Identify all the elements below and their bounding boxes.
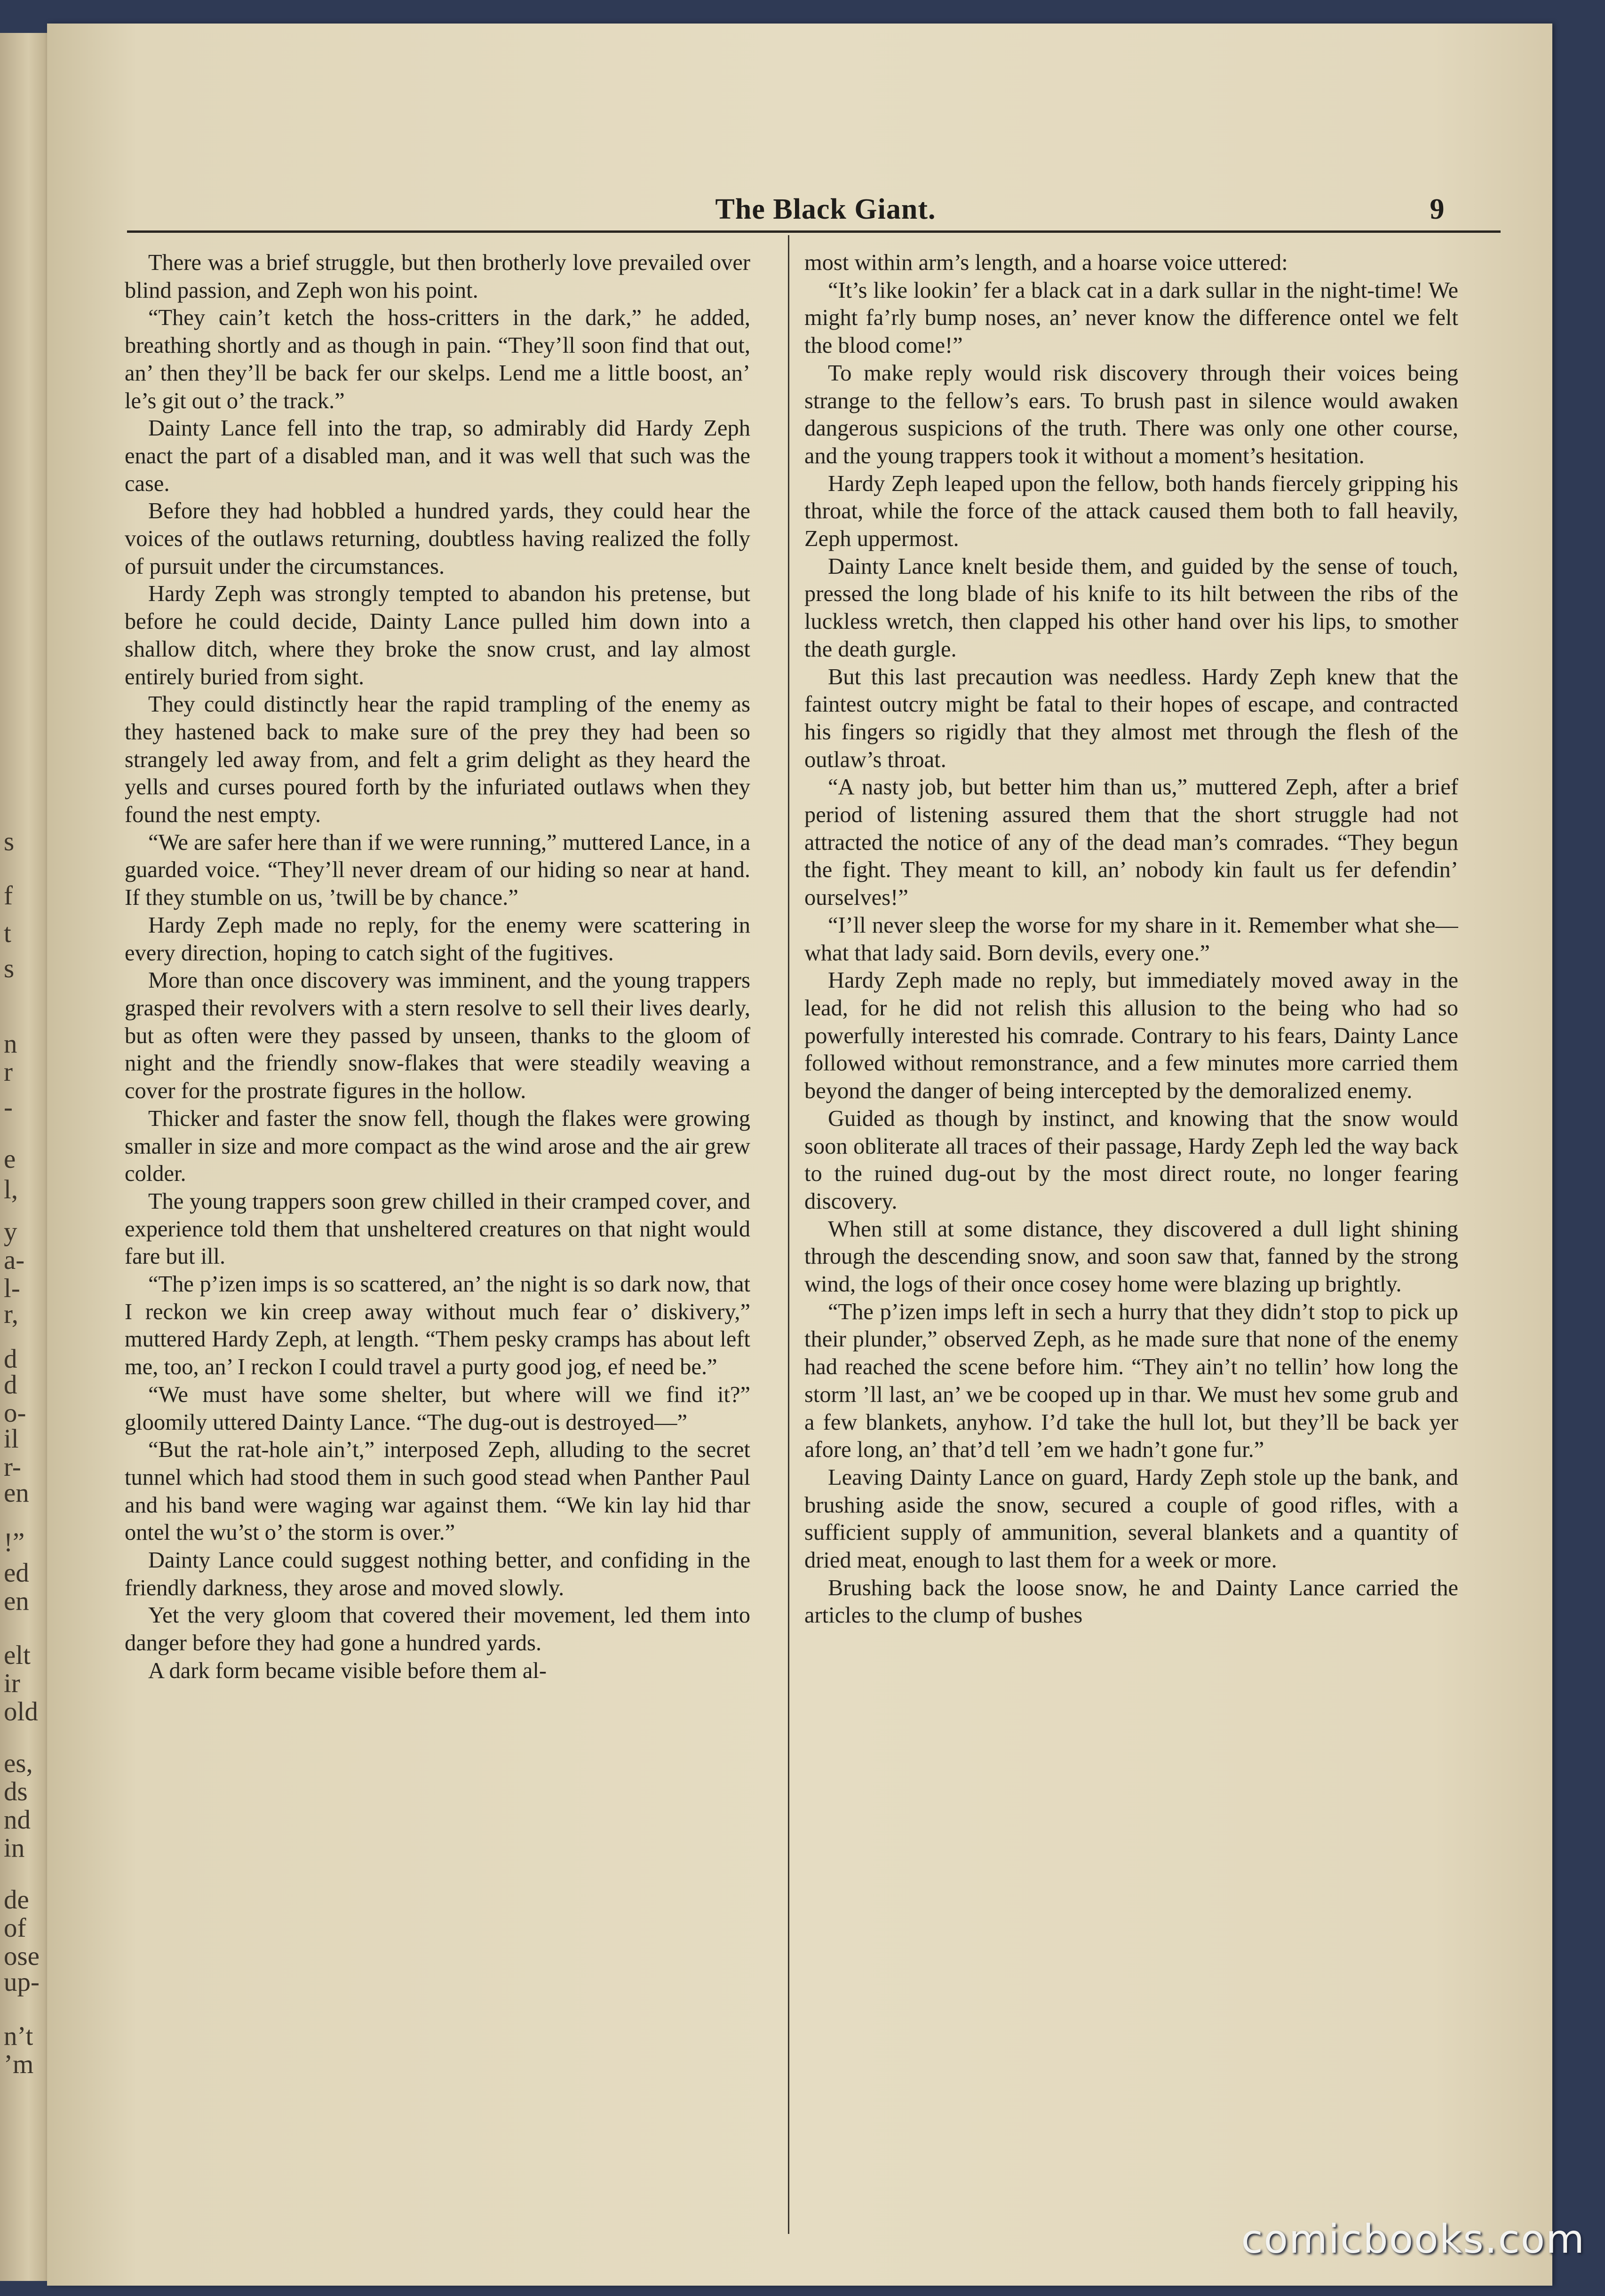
margin-text-fragment: e	[4, 1144, 16, 1174]
watermark: comicbooks.com	[1241, 2216, 1585, 2262]
margin-text-fragment: n	[4, 1029, 17, 1059]
margin-text-fragment: s	[4, 827, 15, 856]
paragraph: “The p’izen imps is so scattered, an’ the night is so dark now, that I reckon we kin creep away without much fear o’ diskivery,” muttered Hardy Zeph, at length. “Them pesky cramps has about left me, too, an’ I reckon I could travel a purty good jog, ef need be.”	[125, 1272, 750, 1380]
paragraph: Hardy Zeph leaped upon the fellow, both hands fiercely gripping his throat, while the force of the attack caused them both to fall heavily, Zeph uppermost.	[804, 471, 1458, 552]
paragraph: Thicker and faster the snow fell, though the flakes were growing smaller in size and more compact as the wind arose and the air grew colder.	[125, 1106, 750, 1187]
paragraph: “It’s like lookin’ fer a black cat in a dark sullar in the night-time! We might fa’rly bump noses, an’ never know the difference ontel we felt the blood come!”	[804, 277, 1458, 358]
paragraph: most within arm’s length, and a hoarse voice uttered:	[804, 250, 1288, 275]
paragraph: But this last precaution was needless. Hardy Zeph knew that the faintest outcry might be fatal to their hopes of escape, and contracted his fingers so rigidly that they almost met through the flesh of the outlaw’s throat.	[804, 664, 1458, 772]
paragraph: Dainty Lance fell into the trap, so admirably did Hardy Zeph enact the part of a disabled man, and it was well that such was the case.	[125, 416, 750, 496]
paragraph: To make reply would risk discovery through their voices being strange to the fellow’s ears. To brush past in silence would awaken dangerous suspicions of the truth. There was only one other course, and the young trappers took it without a moment’s hesitation.	[804, 360, 1458, 468]
paragraph: Leaving Dainty Lance on guard, Hardy Zeph stole up the bank, and brushing aside the snow, secured a couple of good rifles, with a sufficient supply of ammunition, several blankets and a quantity of dried meat, enough to last them for a week or more.	[804, 1465, 1458, 1573]
margin-text-fragment: old	[4, 1697, 38, 1726]
margin-text-fragment: t	[4, 918, 11, 948]
margin-text-fragment: !”	[4, 1528, 25, 1557]
page-number: 9	[1430, 193, 1445, 225]
paragraph: Hardy Zeph made no reply, but immediately moved away in the lead, for he did not relish this allusion to the being who had so powerfully interested his comrade. Contrary to his fears, Dainty Lance followed without remonstrance, and a few minutes more carried them beyond the danger of being intercepted by the demoralized enemy.	[804, 968, 1458, 1104]
paragraph: “The p’izen imps left in sech a hurry that they didn’t stop to pick up their plunder,” observed Zeph, as he made sure that none of the enemy had reached the scene before him. “They ain’t no tellin’ how long the storm ’ll last, an’ we be cooped up in thar. We must hev some grub and a few blankets, anyhow. I’d take the hull lot, but they’ll be back yer afore long, an’ that’d tell ’em we hadn’t gone fur.”	[804, 1299, 1458, 1463]
paragraph: When still at some distance, they discovered a dull light shining through the descending snow, and soon saw that, fanned by the strong wind, the logs of their once cosey home were blazing up brightly.	[804, 1216, 1458, 1297]
margin-text-fragment: r	[4, 1057, 13, 1087]
header-rule	[127, 230, 1501, 233]
margin-text-fragment: y	[4, 1217, 17, 1247]
margin-text-fragment: es,	[4, 1749, 33, 1778]
paragraph: Dainty Lance could suggest nothing better, and confiding in the friendly darkness, they arose and moved slowly.	[125, 1548, 750, 1600]
margin-text-fragment: f	[4, 881, 13, 910]
paragraph: “I’ll never sleep the worse for my share in it. Remember what she—what that lady said. Born devils, every one.”	[804, 912, 1458, 966]
margin-text-fragment: in	[4, 1833, 25, 1863]
paragraph: “We are safer here than if we were running,” muttered Lance, in a guarded voice. “They’ll never dream of our hiding so near at hand. If they stumble on us, ’twill be by chance.”	[125, 830, 750, 910]
margin-text-fragment: d	[4, 1370, 17, 1400]
margin-text-fragment: en	[4, 1478, 29, 1508]
running-title: The Black Giant.	[715, 193, 936, 225]
margin-text-fragment: r,	[4, 1299, 18, 1329]
paragraph: Dainty Lance knelt beside them, and guided by the sense of touch, pressed the long blade of his knife to its hilt between the ribs of the luckless wretch, then clapped his other hand over his lips, to smother the death gurgle.	[804, 554, 1458, 662]
margin-text-fragment: up-	[4, 1967, 40, 1997]
margin-text-fragment: en	[4, 1586, 29, 1616]
paragraph: They could distinctly hear the rapid trampling of the enemy as they hastened back to make sure of the prey they had been so strangely led away from, and felt a grim delight as they heard the yells and curses poured forth by the infuriated outlaws when they found the nest empty.	[125, 692, 750, 828]
margin-text-fragment: ’m	[4, 2050, 34, 2079]
paragraph: Guided as though by instinct, and knowing that the snow would soon obliterate all traces of their passage, Hardy Zeph led the way back to the ruined dug-out by the most direct route, no longer fearing discovery.	[804, 1106, 1458, 1214]
paragraph: There was a brief struggle, but then brotherly love prevailed over blind passion, and Zeph won his point.	[125, 250, 750, 303]
paragraph: The young trappers soon grew chilled in their cramped cover, and experience told them that unsheltered creatures on that night would fare but ill.	[125, 1188, 750, 1269]
margin-text-fragment: r-	[4, 1452, 21, 1482]
column-divider	[788, 235, 789, 2234]
paragraph: More than once discovery was imminent, and the young trappers grasped their revolvers with a stern resolve to sell their lives dearly, but as often were they passed by unseen, thanks to the gloom of night and the friendly snow-flakes that were steadily weaving a cover for the prostrate figures in the hollow.	[125, 968, 750, 1104]
margin-text-fragment: nd	[4, 1805, 31, 1835]
paragraph: “But the rat-hole ain’t,” interposed Zeph, alluding to the secret tunnel which had stood them in such good stead when Panther Paul and his band were waging war against them. “We kin lay hid thar ontel the wu’st o’ the storm is over.”	[125, 1437, 750, 1545]
previous-page-edge	[0, 33, 52, 2281]
text-column-left	[125, 249, 750, 2234]
margin-text-fragment: n’t	[4, 2021, 33, 2051]
margin-text-fragment: l-	[4, 1274, 20, 1303]
margin-text-fragment: s	[4, 954, 15, 983]
paragraph: Before they had hobbled a hundred yards, they could hear the voices of the outlaws returning, doubtless having realized the folly of pursuit under the circumstances.	[125, 499, 750, 579]
paragraph: Hardy Zeph was strongly tempted to abandon his pretense, but before he could decide, Dainty Lance pulled him down into a shallow ditch, where they broke the snow crust, and lay almost entirely buried from sight.	[125, 581, 750, 689]
margin-text-fragment: of	[4, 1913, 26, 1943]
margin-text-fragment: -	[4, 1093, 13, 1122]
paragraph: Brushing back the loose snow, he and Dainty Lance carried the articles to the clump of bushes	[804, 1575, 1458, 1628]
margin-text-fragment: ed	[4, 1558, 29, 1588]
text-column-right	[804, 249, 1458, 2234]
margin-text-fragment: a-	[4, 1245, 25, 1275]
paragraph: “We must have some shelter, but where will we find it?” gloomily uttered Dainty Lance. “The dug-out is destroyed—”	[125, 1382, 750, 1435]
margin-text-fragment: ds	[4, 1777, 28, 1806]
margin-text-fragment: ir	[4, 1669, 20, 1698]
margin-text-fragment: ose	[4, 1941, 40, 1971]
paragraph: “A nasty job, but better him than us,” muttered Zeph, after a brief period of listening assured them that the short struggle had not attracted the notice of any of the dead man’s comrades. “They begun the fight. They meant to kill, an’ nobody kin fault us fer defendin’ ourselves!”	[804, 775, 1458, 910]
margin-text-fragment: elt	[4, 1640, 31, 1670]
margin-text-fragment: o-	[4, 1398, 26, 1428]
margin-text-fragment: il	[4, 1424, 19, 1454]
margin-text-fragment: l,	[4, 1175, 18, 1204]
margin-text-fragment: de	[4, 1885, 29, 1915]
page-header	[47, 183, 1552, 230]
margin-text-fragment: d	[4, 1344, 17, 1374]
paragraph: “They cain’t ketch the hoss-critters in the dark,” he added, breathing shortly and as though in pain. “They’ll soon find that out, an’ then they’ll be back fer our skelps. Lend me a little boost, an’ le’s git out o’ the track.”	[125, 305, 750, 413]
paragraph: Yet the very gloom that covered their movement, led them into danger before they had gone a hundred yards.	[125, 1603, 750, 1656]
paragraph: A dark form became visible before them al-	[148, 1658, 547, 1683]
paragraph: Hardy Zeph made no reply, for the enemy were scattering in every direction, hoping to catch sight of the fugitives.	[125, 912, 750, 966]
book-page	[47, 24, 1552, 2286]
